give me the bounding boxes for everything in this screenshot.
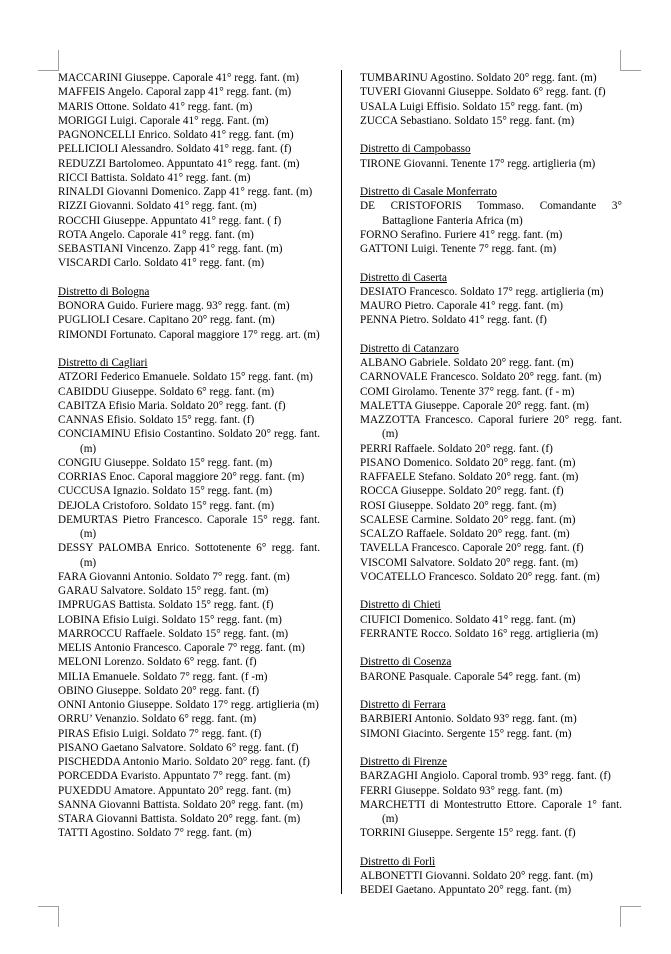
district-section	[58, 71, 320, 271]
crop-mark-bottom-right	[620, 906, 641, 927]
right-column	[360, 71, 622, 912]
district-heading: Distretto di Bologna	[58, 285, 150, 298]
crop-mark-bottom-left	[38, 906, 59, 927]
crop-mark-top-left	[38, 50, 59, 71]
district-section	[360, 698, 622, 741]
soldier-entry: RICCI Battista. Soldato 41° regg. fant. (m)	[58, 171, 251, 184]
soldier-entry: RAFFAELE Stefano. Soldato 20° regg. fant. (m)	[360, 471, 579, 483]
district-heading: Distretto di Forlì	[360, 855, 436, 868]
soldier-entry: IMPRUGAS Battista. Soldato 15° regg. fant. (f)	[58, 599, 274, 612]
soldier-entry: PIRAS Efisio Luigi. Soldato 7° regg. fant. (f)	[58, 727, 262, 740]
soldier-entry: PUXEDDU Amatore. Appuntato 20° regg. fant. (m)	[58, 784, 291, 797]
soldier-entry: CONGIU Giuseppe. Soldato 15° regg. fant. (m)	[58, 456, 273, 469]
soldier-entry: SCALZO Raffaele. Soldato 20° regg. fant. (m)	[360, 528, 570, 540]
soldier-entry: OBINO Giuseppe. Soldato 20° regg. fant. (f)	[58, 684, 260, 697]
soldier-entry: COMI Girolamo. Tenente 37° regg. fant. (f - m)	[360, 385, 575, 398]
soldier-entry: TAVELLA Francesco. Caporale 20° regg. fant. (f)	[360, 542, 584, 555]
soldier-entry: VISCOMI Salvatore. Soldato 20° regg. fant. (m)	[360, 556, 578, 569]
soldier-entry: BARZAGHI Angiolo. Caporal tromb. 93° regg. fant. (f)	[360, 770, 611, 783]
soldier-entry: ALBANO Gabriele. Soldato 20° regg. fant. (m)	[360, 357, 574, 369]
soldier-entry: MARCHETTI di Montestrutto Ettore. Caporale 1° fant. (m)	[360, 798, 622, 825]
soldier-entry: MELONI Lorenzo. Soldato 6° regg. fant. (f)	[58, 656, 257, 669]
soldier-entry: ROCCHI Giuseppe. Appuntato 41° regg. fant. ( f)	[58, 214, 282, 227]
district-section	[58, 356, 320, 841]
soldier-entry: TUMBARINU Agostino. Soldato 20° regg. fant. (m)	[360, 72, 597, 84]
district-heading: Distretto di Firenze	[360, 756, 447, 768]
soldier-entry: PISANO Domenico. Soldato 20° regg. fant. (m)	[360, 456, 576, 469]
soldier-entry: RIMONDI Fortunato. Caporal maggiore 17° regg. art. (m)	[58, 328, 320, 341]
soldier-entry: PORCEDDA Evaristo. Appuntato 7° regg. fant. (m)	[58, 770, 291, 783]
soldier-entry: TIRONE Giovanni. Tenente 17° regg. artiglieria (m)	[360, 157, 596, 170]
soldier-entry: BARBIERI Antonio. Soldato 93° regg. fant. (m)	[360, 713, 577, 726]
soldier-entry: RIZZI Giovanni. Soldato 41° regg. fant. (m)	[58, 200, 257, 213]
soldier-entry: PERRI Raffaele. Soldato 20° regg. fant. (f)	[360, 442, 553, 455]
soldier-entry: STARA Giovanni Battista. Soldato 20° regg. fant. (m)	[58, 813, 301, 825]
district-heading: Distretto di Ferrara	[360, 699, 446, 711]
soldier-entry: FORNO Serafino. Furiere 41° regg. fant. (m)	[360, 228, 563, 241]
soldier-entry: MALETTA Giuseppe. Caporale 20° regg. fant. (m)	[360, 399, 589, 412]
soldier-entry: MELIS Antonio Francesco. Caporale 7° regg. fant. (m)	[58, 642, 305, 654]
soldier-entry: FERRI Giuseppe. Soldato 93° regg. fant. (m)	[360, 784, 563, 797]
soldier-entry: PENNA Pietro. Soldato 41° regg. fant. (f)	[360, 314, 547, 327]
soldier-entry: ONNI Antonio Giuseppe. Soldato 17° regg. artiglieria (m)	[58, 699, 319, 711]
district-heading: Distretto di Campobasso	[360, 143, 471, 156]
soldier-entry: MARIS Ottone. Soldato 41° regg. fant. (m)	[58, 100, 253, 113]
soldier-entry: DEJOLA Cristoforo. Soldato 15° regg. fant. (m)	[58, 499, 275, 512]
soldier-entry: GARAU Salvatore. Soldato 15° regg. fant. (m)	[58, 585, 269, 597]
district-section	[360, 855, 622, 898]
district-heading: Distretto di Chieti	[360, 599, 441, 612]
soldier-entry: DESIATO Francesco. Soldato 17° regg. artiglieria (m)	[360, 285, 604, 298]
soldier-entry: FERRANTE Rocco. Soldato 16° regg. artiglieria (m)	[360, 627, 599, 640]
district-section	[360, 271, 622, 328]
district-section	[360, 185, 622, 256]
district-heading: Distretto di Cosenza	[360, 656, 452, 669]
soldier-entry: DE CRISTOFORIS Tommaso. Comandante 3° Battaglione Fanteria Africa (m)	[360, 200, 622, 227]
district-section	[360, 755, 622, 841]
soldier-entry: CONCIAMINU Efisio Costantino. Soldato 20° regg. fant. (m)	[58, 428, 320, 455]
soldier-entry: GATTONI Luigi. Tenente 7° regg. fant. (m)	[360, 243, 557, 255]
soldier-entry: VISCARDI Carlo. Soldato 41° regg. fant. (m)	[58, 257, 265, 270]
crop-mark-top-right	[620, 50, 641, 71]
soldier-entry: ROSI Giuseppe. Soldato 20° regg. fant. (m)	[360, 499, 557, 512]
district-heading: Distretto di Cagliari	[58, 357, 148, 369]
soldier-entry: DESSY PALOMBA Enrico. Sottotenente 6° regg. fant. (m)	[58, 542, 320, 569]
soldier-entry: CIUFICI Domenico. Soldato 41° regg. fant. (m)	[360, 613, 576, 626]
soldier-entry: ORRU’ Venanzio. Soldato 6° regg. fant. (m)	[58, 713, 257, 726]
soldier-entry: ZUCCA Sebastiano. Soldato 15° regg. fant. (m)	[360, 114, 575, 127]
soldier-entry: PELLICIOLI Alessandro. Soldato 41° regg. fant. (f)	[58, 143, 292, 156]
column-divider	[341, 70, 342, 894]
soldier-entry: ROTA Angelo. Caporale 41° regg. fant. (m)	[58, 228, 254, 241]
district-section	[360, 342, 622, 584]
soldier-entry: ALBONETTI Giovanni. Soldato 20° regg. fant. (m)	[360, 870, 593, 882]
soldier-entry: ROCCA Giuseppe. Soldato 20° regg. fant. (f)	[360, 485, 564, 498]
district-section	[360, 598, 622, 641]
soldier-entry: MARROCCU Raffaele. Soldato 15° regg. fant. (m)	[58, 627, 289, 640]
soldier-entry: PAGNONCELLI Enrico. Soldato 41° regg. fant. (m)	[58, 129, 294, 141]
soldier-entry: CABITZA Efisio Maria. Soldato 20° regg. fant. (f)	[58, 399, 286, 412]
soldier-entry: FARA Giovanni Antonio. Soldato 7° regg. fant. (m)	[58, 570, 290, 583]
soldier-entry: MACCARINI Giuseppe. Caporale 41° regg. fant. (m)	[58, 72, 299, 84]
soldier-entry: SANNA Giovanni Battista. Soldato 20° regg. fant. (m)	[58, 798, 303, 811]
soldier-entry: RINALDI Giovanni Domenico. Zapp 41° regg. fant. (m)	[58, 186, 313, 198]
soldier-entry: LOBINA Efisio Luigi. Soldato 15° regg. fant. (m)	[58, 613, 282, 626]
soldier-entry: DEMURTAS Pietro Francesco. Caporale 15° regg. fant. (m)	[58, 513, 320, 540]
soldier-entry: MAURO Pietro. Caporale 41° regg. fant. (m)	[360, 300, 564, 312]
district-section	[360, 655, 622, 684]
soldier-entry: BARONE Pasquale. Caporale 54° regg. fant. (m)	[360, 670, 581, 683]
soldier-entry: SEBASTIANI Vincenzo. Zapp 41° regg. fant. (m)	[58, 243, 283, 255]
soldier-entry: SIMONI Giacinto. Sergente 15° regg. fant. (m)	[360, 727, 572, 740]
soldier-entry: MAFFEIS Angelo. Caporal zapp 41° regg. fant. (m)	[58, 86, 292, 99]
soldier-entry: TUVERI Giovanni Giuseppe. Soldato 6° regg. fant. (f)	[360, 86, 606, 99]
soldier-entry: CORRIAS Enoc. Caporal maggiore 20° regg. fant. (m)	[58, 471, 305, 483]
soldier-entry: MORIGGI Luigi. Caporale 41° regg. Fant. (m)	[58, 114, 269, 127]
soldier-entry: MAZZOTTA Francesco. Caporal furiere 20° regg. fant.(m)	[360, 414, 622, 441]
district-heading: Distretto di Catanzaro	[360, 342, 459, 355]
soldier-entry: REDUZZI Bartolomeo. Appuntato 41° regg. fant. (m)	[58, 157, 300, 170]
soldier-entry: MILIA Emanuele. Soldato 7° regg. fant. (f -m)	[58, 670, 268, 683]
soldier-entry: ATZORI Federico Emanuele. Soldato 15° regg. fant. (m)	[58, 371, 313, 384]
soldier-entry: PUGLIOLI Cesare. Capitano 20° regg. fant. (m)	[58, 314, 275, 327]
soldier-entry: VOCATELLO Francesco. Soldato 20° regg. fant. (m)	[360, 570, 600, 583]
left-column	[58, 71, 320, 855]
soldier-entry: CANNAS Efisio. Soldato 15° regg. fant. (f)	[58, 414, 255, 426]
district-heading: Distretto di Casale Monferrato	[360, 186, 498, 198]
soldier-entry: BONORA Guido. Furiere magg. 93° regg. fant. (m)	[58, 300, 290, 312]
district-section	[360, 71, 622, 128]
district-heading: Distretto di Caserta	[360, 271, 447, 284]
soldier-entry: SCALESE Carmine. Soldato 20° regg. fant. (m)	[360, 513, 576, 526]
soldier-entry: TORRINI Giuseppe. Sergente 15° regg. fant. (f)	[360, 827, 576, 840]
soldier-entry: CUCCUSA Ignazio. Soldato 15° regg. fant. (m)	[58, 485, 273, 498]
soldier-entry: TATTI Agostino. Soldato 7° regg. fant. (m)	[58, 827, 252, 840]
soldier-entry: CARNOVALE Francesco. Soldato 20° regg. fant. (m)	[360, 371, 602, 384]
soldier-entry: USALA Luigi Effisio. Soldato 15° regg. fant. (m)	[360, 100, 583, 113]
district-section	[58, 285, 320, 342]
district-section	[360, 142, 622, 171]
soldier-entry: BEDEI Gaetano. Appuntato 20° regg. fant. (m)	[360, 884, 572, 897]
soldier-entry: PISCHEDDA Antonio Mario. Soldato 20° regg. fant. (f)	[58, 756, 310, 768]
soldier-entry: PISANO Gaetano Salvatore. Soldato 6° regg. fant. (f)	[58, 741, 299, 754]
soldier-entry: CABIDDU Giuseppe. Soldato 6° regg. fant. (m)	[58, 385, 275, 398]
